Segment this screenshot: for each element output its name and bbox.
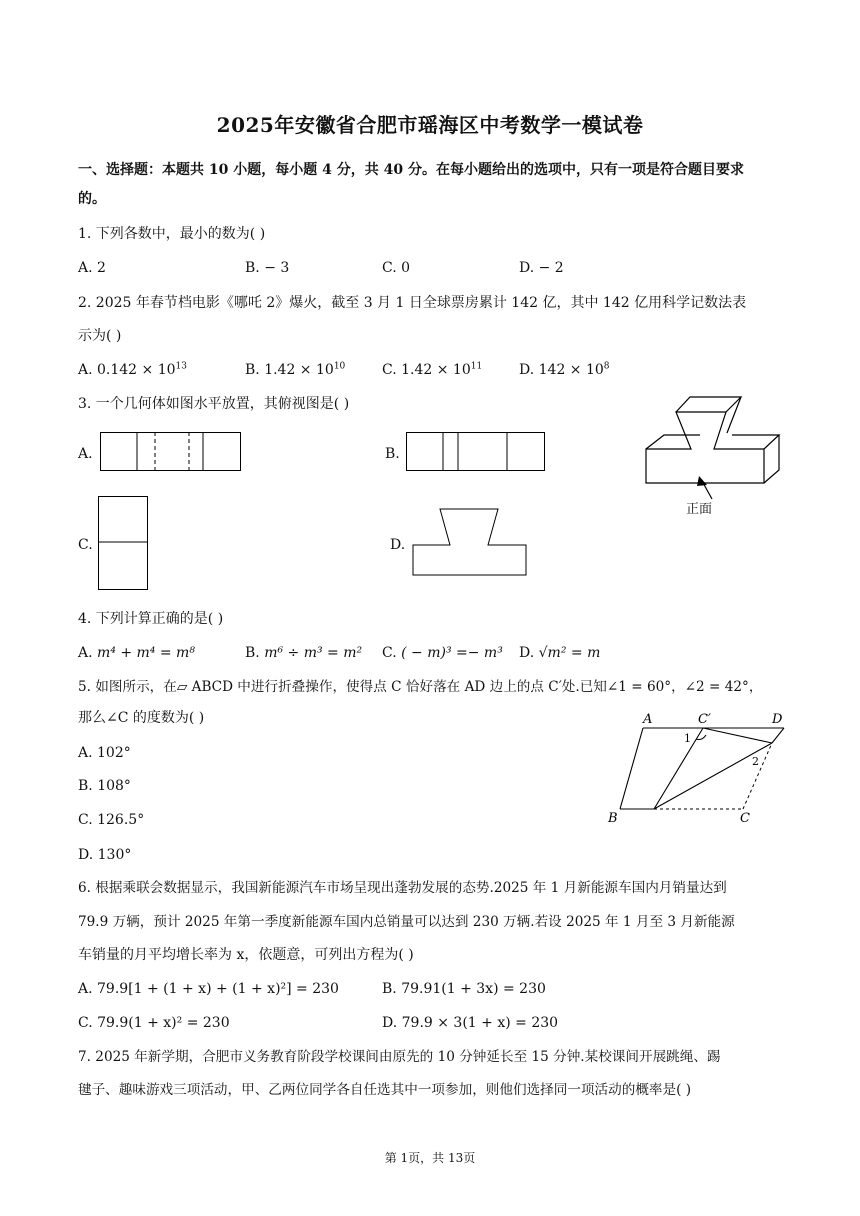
q7-stem-cont: 毽子、趣味游戏三项活动，甲、乙两位同学各自任选其中一项参加，则他们选择同一项活动的概率是( ) [78, 1082, 692, 1098]
q7-stem: 7. 2025 年新学期，合肥市义务教育阶段学校课间由原先的 10 分钟延长至 15 分钟.某校课间开展跳绳、踢 [78, 1049, 721, 1065]
q6-option-a: A. 79.9[1 + (1 + x) + (1 + x)²] = 230 [78, 981, 339, 997]
q4-stem: 4. 下列计算正确的是( ) [78, 611, 224, 627]
q5-option-b: B. 108° [78, 778, 131, 794]
q1-option-d: D. − 2 [519, 260, 564, 276]
q5-parallelogram-figure [600, 705, 800, 830]
q5-label-c-prime: C′ [698, 712, 711, 727]
q5-label-c: C [740, 811, 750, 826]
q5-label-b: B [608, 811, 618, 826]
q4-option-d: D. √m² = m [519, 645, 601, 661]
q6-option-d: D. 79.9 × 3(1 + x) = 230 [382, 1015, 559, 1031]
q3-label-d: D. [390, 537, 406, 553]
q5-label-angle-2: 2 [752, 755, 759, 768]
q5-label-a: A [643, 712, 653, 727]
q1-option-b: B. − 3 [245, 260, 290, 276]
q3-front-label: 正面 [686, 502, 713, 517]
q3-label-a: A. [78, 446, 93, 462]
q2-option-b: B. $1.42 \times 10^{10}$ [245, 361, 346, 378]
q2-option-c: C. $1.42 \times 10^{11}$ [382, 361, 483, 378]
q5-label-angle-1: 1 [684, 732, 691, 745]
q1-option-c: C. 0 [382, 260, 411, 276]
q2-stem: 2. 2025 年春节档电影《哪吒 2》爆火，截至 3 月 1 日全球票房累计 142 亿，其中 142 亿用科学记数法表 [78, 295, 747, 311]
q1-option-a: A. 2 [78, 260, 106, 276]
page-title: 2025年安徽省合肥市瑶海区中考数学一模试卷 [216, 113, 644, 137]
q6-stem-cont2: 车销量的月平均增长率为 x，依题意，可列出方程为( ) [78, 947, 414, 963]
q5-option-c: C. 126.5° [78, 812, 145, 828]
section-heading: 一、选择题：本题共 10 小题，每小题 4 分，共 40 分。在每小题给出的选项中，只有一项是符合题目要求 [78, 162, 744, 178]
q5-option-d: D. 130° [78, 847, 132, 863]
q4-option-c: C. ( − m)³ =− m³ [382, 645, 503, 661]
q3-label-b: B. [385, 446, 400, 462]
page-footer: 第 1页，共 13页 [384, 1151, 476, 1165]
q2-option-a: A. $0.142 \times 10^{13}$ [78, 361, 187, 378]
q3-stem: 3. 一个几何体如图水平放置，其俯视图是( ) [78, 396, 350, 412]
q3-solid-figure [640, 392, 790, 527]
q5-option-a: A. 102° [78, 745, 131, 761]
q1-stem: 1. 下列各数中，最小的数为( ) [78, 226, 266, 242]
q4-option-a: A. m⁴ + m⁴ = m⁸ [78, 645, 195, 661]
q4-option-b: B. m⁶ ÷ m³ = m² [245, 645, 363, 661]
q3-figure-b [406, 432, 546, 472]
q3-figure-a [100, 432, 242, 472]
q3-figure-c [98, 496, 150, 592]
q3-figure-d [412, 508, 528, 578]
q5-label-d: D [772, 712, 783, 727]
q5-stem: 5. 如图所示，在▱ ABCD 中进行折叠操作，使得点 C 恰好落在 AD 边上的点 C′处.已知∠1 = 60°，∠2 = 42°， [78, 679, 763, 695]
q3-label-c: C. [78, 537, 93, 553]
q6-option-c: C. 79.9(1 + x)² = 230 [78, 1015, 230, 1031]
section-heading-cont: 的。 [78, 191, 106, 207]
q6-option-b: B. 79.91(1 + 3x) = 230 [382, 981, 546, 997]
q2-option-d: D. $142 \times 10^8$ [519, 361, 610, 378]
q2-stem-cont: 示为( ) [78, 328, 122, 344]
q5-stem-cont: 那么∠C 的度数为( ) [78, 710, 205, 726]
q6-stem-cont1: 79.9 万辆，预计 2025 年第一季度新能源车国内总销量可以达到 230 万辆.若设 2025 年 1 月至 3 月新能源 [78, 914, 735, 930]
q6-stem: 6. 根据乘联会数据显示，我国新能源汽车市场呈现出蓬勃发展的态势.2025 年 1 月新能源车国内月销量达到 [78, 880, 727, 896]
